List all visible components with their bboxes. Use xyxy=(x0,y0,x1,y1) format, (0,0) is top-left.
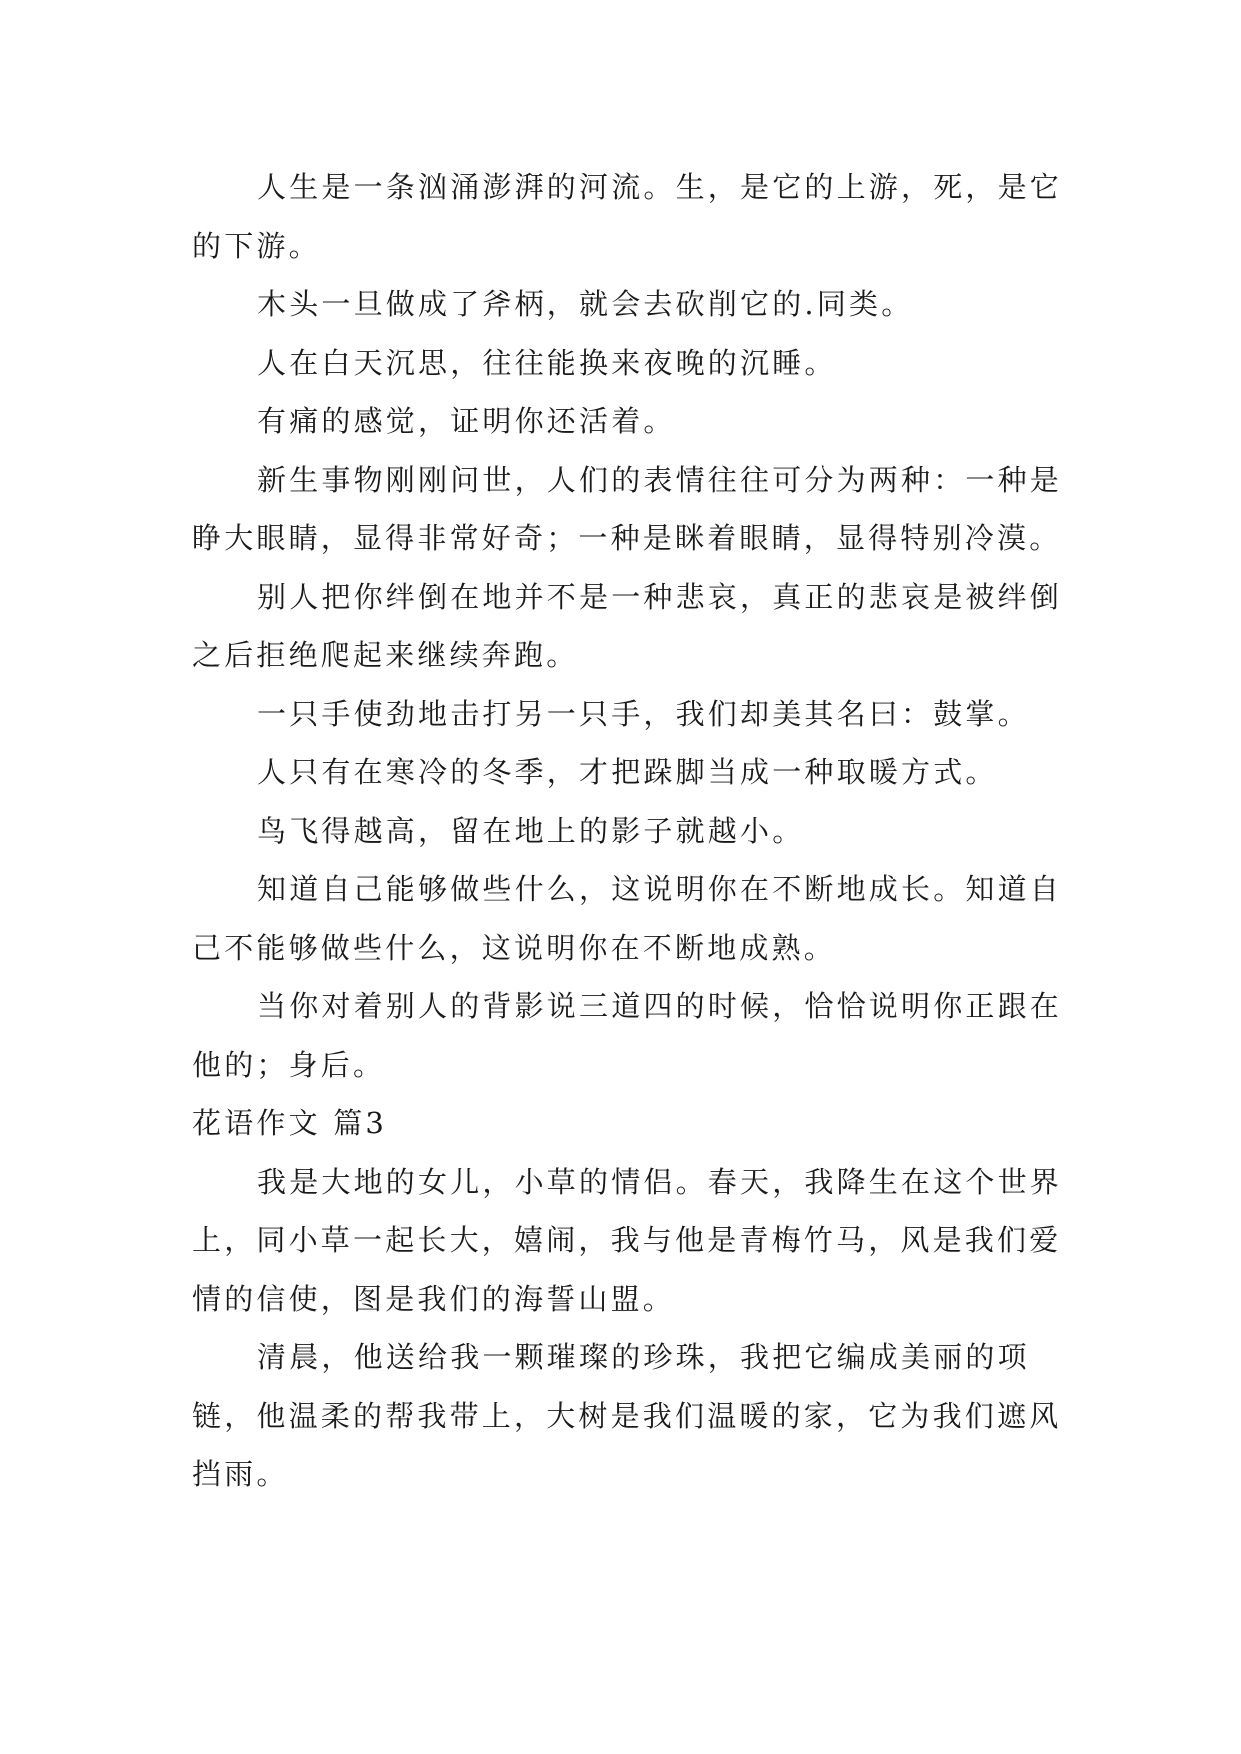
paragraph: 知道自己能够做些什么，这说明你在不断地成长。知道自己不能够做些什么，这说明你在不断地成熟。 xyxy=(192,872,1063,965)
paragraph: 鸟飞得越高，留在地上的影子就越小。 xyxy=(257,813,805,848)
paragraph: 人在白天沉思，往往能换来夜晚的沉睡。 xyxy=(257,345,837,380)
paragraph: 新生事物刚刚问世，人们的表情往往可分为两种：一种是睁大眼睛，显得非常好奇；一种是眯着眼睛，显得特别冷漠。 xyxy=(192,462,1063,555)
paragraph: 清晨，他送给我一颗璀璨的珍珠，我把它编成美丽的项链，他温柔的帮我带上，大树是我们温暖的家，它为我们遮风挡雨。 xyxy=(192,1340,1062,1491)
paragraph: 木头一旦做成了斧柄，就会去砍削它的.同类。 xyxy=(257,287,914,321)
paragraph: 别人把你绊倒在地并不是一种悲哀，真正的悲哀是被绊倒之后拒绝爬起来继续奔跑。 xyxy=(192,579,1063,672)
paragraph: 我是大地的女儿，小草的情侣。春天，我降生在这个世界上，同小草一起长大，嬉闹，我与他是青梅竹马，风是我们爱情的信使，图是我们的海誓山盟。 xyxy=(192,1164,1063,1316)
document-body xyxy=(192,158,1062,1504)
paragraph: 人只有在寒冷的冬季，才把跺脚当成一种取暖方式。 xyxy=(257,755,998,789)
paragraph: 一只手使劲地击打另一只手，我们却美其名曰：鼓掌。 xyxy=(257,696,1030,731)
paragraph: 人生是一条汹涌澎湃的河流。生，是它的上游，死，是它的下游。 xyxy=(192,170,1063,263)
paragraph: 当你对着别人的背影说三道四的时候，恰恰说明你正跟在他的；身后。 xyxy=(192,989,1063,1082)
paragraph: 有痛的感觉，证明你还活着。 xyxy=(257,404,676,438)
section-heading: 花语作文 篇3 xyxy=(192,1106,388,1140)
